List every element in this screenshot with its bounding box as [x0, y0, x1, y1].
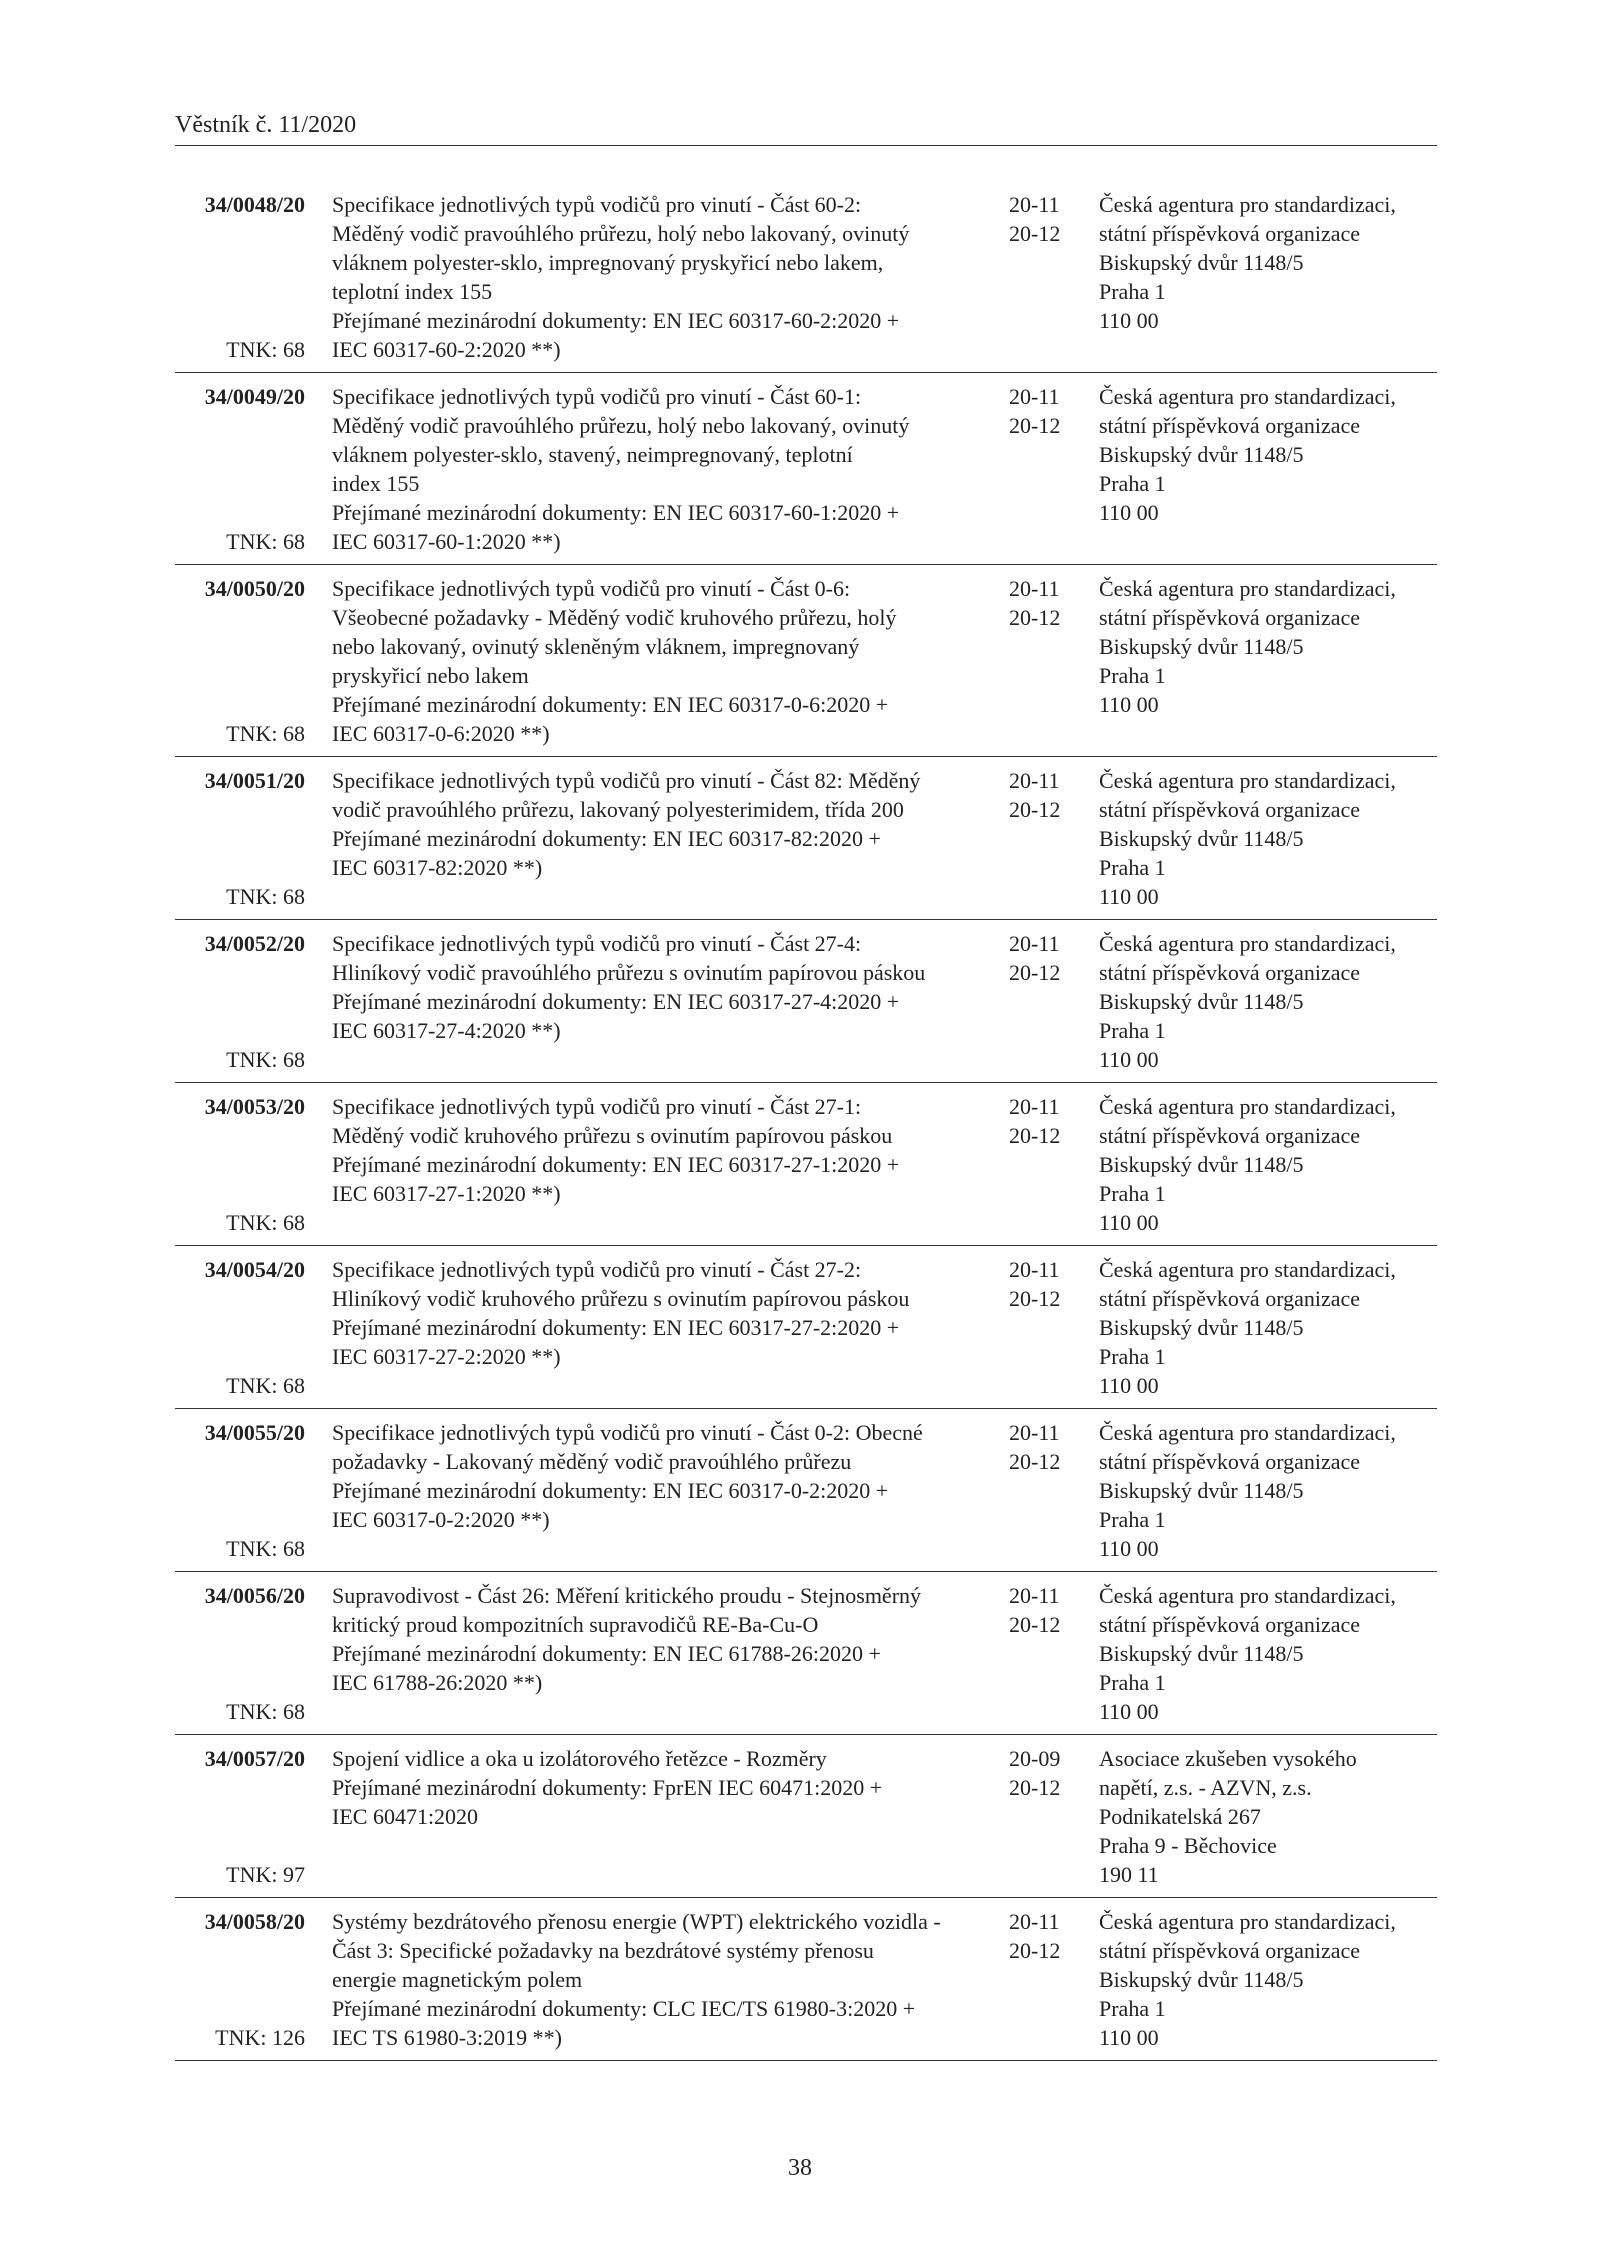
description-line: Specifikace jednotlivých typů vodičů pro vinutí - Část 27-4: [332, 931, 862, 956]
record-id-cell [175, 1418, 305, 1563]
description-line: Specifikace jednotlivých typů vodičů pro vinutí - Část 27-2: [332, 1257, 862, 1282]
record-number: 34/0048/20 [204, 192, 305, 217]
table-row [175, 1092, 1437, 1246]
dates-cell [1009, 1092, 1069, 1237]
organization-line: Praha 1 [1099, 1344, 1166, 1369]
record-id-cell [175, 766, 305, 911]
tnk-label: TNK: 68 [226, 1536, 305, 1561]
organization-cell [1099, 382, 1429, 556]
standards-table [175, 190, 1437, 2070]
description-line: Všeobecné požadavky - Měděný vodič kruhového průřezu, holý [332, 605, 897, 630]
organization-line: Česká agentura pro standardizaci, [1099, 192, 1396, 217]
table-row [175, 574, 1437, 757]
date-value: 20-12 [1009, 1286, 1061, 1311]
organization-line: státní příspěvková organizace [1099, 1938, 1361, 1963]
organization-line: státní příspěvková organizace [1099, 797, 1361, 822]
tnk-label: TNK: 68 [226, 1210, 305, 1235]
description-cell [332, 1907, 992, 2052]
record-number: 34/0051/20 [204, 768, 305, 793]
record-number: 34/0057/20 [204, 1746, 305, 1771]
table-row [175, 1907, 1437, 2061]
description-line: Měděný vodič kruhového průřezu s ovinutím papírovou páskou [332, 1123, 893, 1148]
dates-cell [1009, 574, 1069, 748]
description-line: IEC 60317-27-2:2020 **) [332, 1344, 561, 1369]
date-value: 20-12 [1009, 960, 1061, 985]
organization-line: Česká agentura pro standardizaci, [1099, 576, 1396, 601]
organization-line: 110 00 [1099, 1373, 1159, 1398]
table-row [175, 1255, 1437, 1409]
record-number: 34/0055/20 [204, 1420, 305, 1445]
description-line: Přejímané mezinárodní dokumenty: EN IEC 61788-26:2020 + [332, 1641, 881, 1666]
description-line: Měděný vodič pravoúhlého průřezu, holý nebo lakovaný, ovinutý [332, 221, 910, 246]
description-line: IEC 60317-0-2:2020 **) [332, 1507, 550, 1532]
organization-cell [1099, 1418, 1429, 1563]
description-line: Přejímané mezinárodní dokumenty: EN IEC 60317-82:2020 + [332, 826, 881, 851]
record-number: 34/0054/20 [204, 1257, 305, 1282]
organization-line: 110 00 [1099, 692, 1159, 717]
organization-line: 110 00 [1099, 2025, 1159, 2050]
organization-cell [1099, 190, 1429, 364]
organization-line: Biskupský dvůr 1148/5 [1099, 1641, 1304, 1666]
organization-line: Česká agentura pro standardizaci, [1099, 384, 1396, 409]
description-line: IEC 60317-60-2:2020 **) [332, 337, 561, 362]
description-cell [332, 929, 992, 1074]
description-line: Hliníkový vodič pravoúhlého průřezu s ovinutím papírovou páskou [332, 960, 926, 985]
organization-line: Praha 1 [1099, 471, 1166, 496]
organization-line: Biskupský dvůr 1148/5 [1099, 1967, 1304, 1992]
dates-cell [1009, 190, 1069, 364]
organization-line: 110 00 [1099, 1536, 1159, 1561]
organization-line: státní příspěvková organizace [1099, 413, 1361, 438]
description-line: IEC 61788-26:2020 **) [332, 1670, 543, 1695]
record-id-cell [175, 190, 305, 364]
description-line: Přejímané mezinárodní dokumenty: EN IEC 60317-27-1:2020 + [332, 1152, 900, 1177]
organization-line: státní příspěvková organizace [1099, 1286, 1361, 1311]
date-value: 20-12 [1009, 1449, 1061, 1474]
dates-cell [1009, 1907, 1069, 2052]
date-value: 20-11 [1009, 1094, 1060, 1119]
tnk-label: TNK: 68 [226, 529, 305, 554]
description-line: Přejímané mezinárodní dokumenty: EN IEC 60317-0-6:2020 + [332, 692, 889, 717]
organization-line: státní příspěvková organizace [1099, 1449, 1361, 1474]
description-line: vodič pravoúhlého průřezu, lakovaný polyesterimidem, třída 200 [332, 797, 904, 822]
description-line: vláknem polyester-sklo, impregnovaný pryskyřicí nebo lakem, [332, 250, 884, 275]
organization-line: Praha 1 [1099, 1018, 1166, 1043]
organization-line: státní příspěvková organizace [1099, 1123, 1361, 1148]
date-value: 20-09 [1009, 1746, 1061, 1771]
organization-line: Biskupský dvůr 1148/5 [1099, 250, 1304, 275]
description-line: teplotní index 155 [332, 279, 493, 304]
description-line: energie magnetickým polem [332, 1967, 583, 1992]
tnk-label: TNK: 68 [226, 1699, 305, 1724]
description-line: Část 3: Specifické požadavky na bezdrátové systémy přenosu [332, 1938, 874, 1963]
description-line: Hliníkový vodič kruhového průřezu s ovinutím papírovou páskou [332, 1286, 910, 1311]
description-line: IEC 60317-27-1:2020 **) [332, 1181, 561, 1206]
organization-line: Česká agentura pro standardizaci, [1099, 1094, 1396, 1119]
description-cell [332, 1255, 992, 1400]
record-id-cell [175, 574, 305, 748]
organization-line: Česká agentura pro standardizaci, [1099, 931, 1396, 956]
date-value: 20-11 [1009, 1909, 1060, 1934]
dates-cell [1009, 1581, 1069, 1726]
tnk-label: TNK: 68 [226, 721, 305, 746]
organization-line: Česká agentura pro standardizaci, [1099, 1420, 1396, 1445]
description-line: Specifikace jednotlivých typů vodičů pro vinutí - Část 0-2: Obecné [332, 1420, 923, 1445]
description-line: požadavky - Lakovaný měděný vodič pravoúhlého průřezu [332, 1449, 852, 1474]
date-value: 20-12 [1009, 221, 1061, 246]
description-cell [332, 766, 992, 911]
date-value: 20-11 [1009, 1257, 1060, 1282]
dates-cell [1009, 1255, 1069, 1400]
organization-line: Asociace zkušeben vysokého [1099, 1746, 1357, 1771]
description-line: Přejímané mezinárodní dokumenty: EN IEC 60317-27-4:2020 + [332, 989, 900, 1014]
organization-line: Praha 1 [1099, 663, 1166, 688]
organization-line: Česká agentura pro standardizaci, [1099, 1257, 1396, 1282]
record-id-cell [175, 1744, 305, 1889]
table-row [175, 1418, 1437, 1572]
description-line: vláknem polyester-sklo, stavený, neimpregnovaný, teplotní [332, 442, 853, 467]
organization-cell [1099, 1907, 1429, 2052]
description-line: IEC TS 61980-3:2019 **) [332, 2025, 562, 2050]
description-line: Přejímané mezinárodní dokumenty: FprEN IEC 60471:2020 + [332, 1775, 883, 1800]
description-line: Supravodivost - Část 26: Měření kritického proudu - Stejnosměrný [332, 1583, 922, 1608]
organization-line: státní příspěvková organizace [1099, 221, 1361, 246]
description-line: nebo lakovaný, ovinutý skleněným vláknem, impregnovaný [332, 634, 860, 659]
record-id-cell [175, 1581, 305, 1726]
record-id-cell [175, 929, 305, 1074]
tnk-label: TNK: 68 [226, 884, 305, 909]
page-header: Věstník č. 11/2020 [175, 112, 1437, 146]
organization-line: Praha 1 [1099, 279, 1166, 304]
organization-line: 110 00 [1099, 1047, 1159, 1072]
description-line: IEC 60317-0-6:2020 **) [332, 721, 550, 746]
description-line: Specifikace jednotlivých typů vodičů pro vinutí - Část 27-1: [332, 1094, 862, 1119]
organization-line: Biskupský dvůr 1148/5 [1099, 826, 1304, 851]
date-value: 20-12 [1009, 1612, 1061, 1637]
organization-line: Česká agentura pro standardizaci, [1099, 1583, 1396, 1608]
description-line: Specifikace jednotlivých typů vodičů pro vinutí - Část 60-2: [332, 192, 862, 217]
organization-line: Praha 1 [1099, 855, 1166, 880]
organization-line: Praha 1 [1099, 1181, 1166, 1206]
organization-cell [1099, 929, 1429, 1074]
organization-line: 190 11 [1099, 1862, 1159, 1887]
dates-cell [1009, 929, 1069, 1074]
description-cell [332, 382, 992, 556]
organization-line: Biskupský dvůr 1148/5 [1099, 442, 1304, 467]
organization-line: Praha 9 - Běchovice [1099, 1833, 1277, 1858]
date-value: 20-11 [1009, 1583, 1060, 1608]
record-id-cell [175, 1255, 305, 1400]
description-line: Přejímané mezinárodní dokumenty: EN IEC 60317-27-2:2020 + [332, 1315, 900, 1340]
description-cell [332, 1581, 992, 1726]
organization-line: státní příspěvková organizace [1099, 1612, 1361, 1637]
organization-line: Praha 1 [1099, 1996, 1166, 2021]
date-value: 20-12 [1009, 413, 1061, 438]
date-value: 20-12 [1009, 1938, 1061, 1963]
table-row [175, 929, 1437, 1083]
dates-cell [1009, 1418, 1069, 1563]
description-line: Systémy bezdrátového přenosu energie (WPT) elektrického vozidla - [332, 1909, 941, 1934]
organization-cell [1099, 1581, 1429, 1726]
record-id-cell [175, 1092, 305, 1237]
description-line: Specifikace jednotlivých typů vodičů pro vinutí - Část 60-1: [332, 384, 862, 409]
date-value: 20-12 [1009, 1775, 1061, 1800]
table-row [175, 1744, 1437, 1898]
description-line: kritický proud kompozitních supravodičů RE-Ba-Cu-O [332, 1612, 819, 1637]
date-value: 20-11 [1009, 931, 1060, 956]
record-number: 34/0056/20 [204, 1583, 305, 1608]
tnk-label: TNK: 68 [226, 1047, 305, 1072]
dates-cell [1009, 382, 1069, 556]
tnk-label: TNK: 68 [226, 337, 305, 362]
description-line: Přejímané mezinárodní dokumenty: EN IEC 60317-60-1:2020 + [332, 500, 900, 525]
date-value: 20-12 [1009, 605, 1061, 630]
table-row [175, 1581, 1437, 1735]
table-row [175, 766, 1437, 920]
record-number: 34/0058/20 [204, 1909, 305, 1934]
date-value: 20-12 [1009, 797, 1061, 822]
description-line: pryskyřicí nebo lakem [332, 663, 529, 688]
organization-line: Česká agentura pro standardizaci, [1099, 1909, 1396, 1934]
date-value: 20-12 [1009, 1123, 1061, 1148]
organization-cell [1099, 1255, 1429, 1400]
description-cell [332, 574, 992, 748]
organization-line: Biskupský dvůr 1148/5 [1099, 1152, 1304, 1177]
description-line: IEC 60317-60-1:2020 **) [332, 529, 561, 554]
table-row [175, 190, 1437, 373]
tnk-label: TNK: 126 [215, 2025, 305, 2050]
organization-cell [1099, 766, 1429, 911]
description-line: Měděný vodič pravoúhlého průřezu, holý nebo lakovaný, ovinutý [332, 413, 910, 438]
description-line: Přejímané mezinárodní dokumenty: EN IEC 60317-60-2:2020 + [332, 308, 900, 333]
description-cell [332, 1418, 992, 1563]
description-line: IEC 60317-27-4:2020 **) [332, 1018, 561, 1043]
description-line: index 155 [332, 471, 420, 496]
record-number: 34/0049/20 [204, 384, 305, 409]
dates-cell [1009, 1744, 1069, 1889]
record-id-cell [175, 1907, 305, 2052]
record-number: 34/0052/20 [204, 931, 305, 956]
organization-line: 110 00 [1099, 884, 1159, 909]
description-line: Spojení vidlice a oka u izolátorového řetězce - Rozměry [332, 1746, 827, 1771]
description-cell [332, 1092, 992, 1237]
date-value: 20-11 [1009, 192, 1060, 217]
description-cell [332, 190, 992, 364]
organization-line: státní příspěvková organizace [1099, 960, 1361, 985]
organization-line: Biskupský dvůr 1148/5 [1099, 989, 1304, 1014]
tnk-label: TNK: 68 [226, 1373, 305, 1398]
organization-line: Praha 1 [1099, 1670, 1166, 1695]
description-line: IEC 60317-82:2020 **) [332, 855, 543, 880]
date-value: 20-11 [1009, 576, 1060, 601]
organization-line: Biskupský dvůr 1148/5 [1099, 634, 1304, 659]
description-cell [332, 1744, 992, 1889]
date-value: 20-11 [1009, 768, 1060, 793]
record-id-cell [175, 382, 305, 556]
organization-line: Biskupský dvůr 1148/5 [1099, 1315, 1304, 1340]
tnk-label: TNK: 97 [226, 1862, 305, 1887]
page-number: 38 [788, 2155, 812, 2181]
organization-line: 110 00 [1099, 1699, 1159, 1724]
description-line: Specifikace jednotlivých typů vodičů pro vinutí - Část 82: Měděný [332, 768, 921, 793]
table-row [175, 382, 1437, 565]
organization-line: státní příspěvková organizace [1099, 605, 1361, 630]
organization-line: 110 00 [1099, 500, 1159, 525]
date-value: 20-11 [1009, 384, 1060, 409]
organization-cell [1099, 1744, 1429, 1889]
organization-line: Praha 1 [1099, 1507, 1166, 1532]
description-line: Přejímané mezinárodní dokumenty: EN IEC 60317-0-2:2020 + [332, 1478, 889, 1503]
organization-line: 110 00 [1099, 308, 1159, 333]
record-number: 34/0050/20 [204, 576, 305, 601]
record-number: 34/0053/20 [204, 1094, 305, 1119]
organization-line: 110 00 [1099, 1210, 1159, 1235]
organization-line: Podnikatelská 267 [1099, 1804, 1261, 1829]
dates-cell [1009, 766, 1069, 911]
description-line: Specifikace jednotlivých typů vodičů pro vinutí - Část 0-6: [332, 576, 851, 601]
description-line: Přejímané mezinárodní dokumenty: CLC IEC/TS 61980-3:2020 + [332, 1996, 916, 2021]
organization-line: Česká agentura pro standardizaci, [1099, 768, 1396, 793]
organization-line: Biskupský dvůr 1148/5 [1099, 1478, 1304, 1503]
organization-line: napětí, z.s. - AZVN, z.s. [1099, 1775, 1312, 1800]
organization-cell [1099, 1092, 1429, 1237]
organization-cell [1099, 574, 1429, 748]
description-line: IEC 60471:2020 [332, 1804, 479, 1829]
date-value: 20-11 [1009, 1420, 1060, 1445]
